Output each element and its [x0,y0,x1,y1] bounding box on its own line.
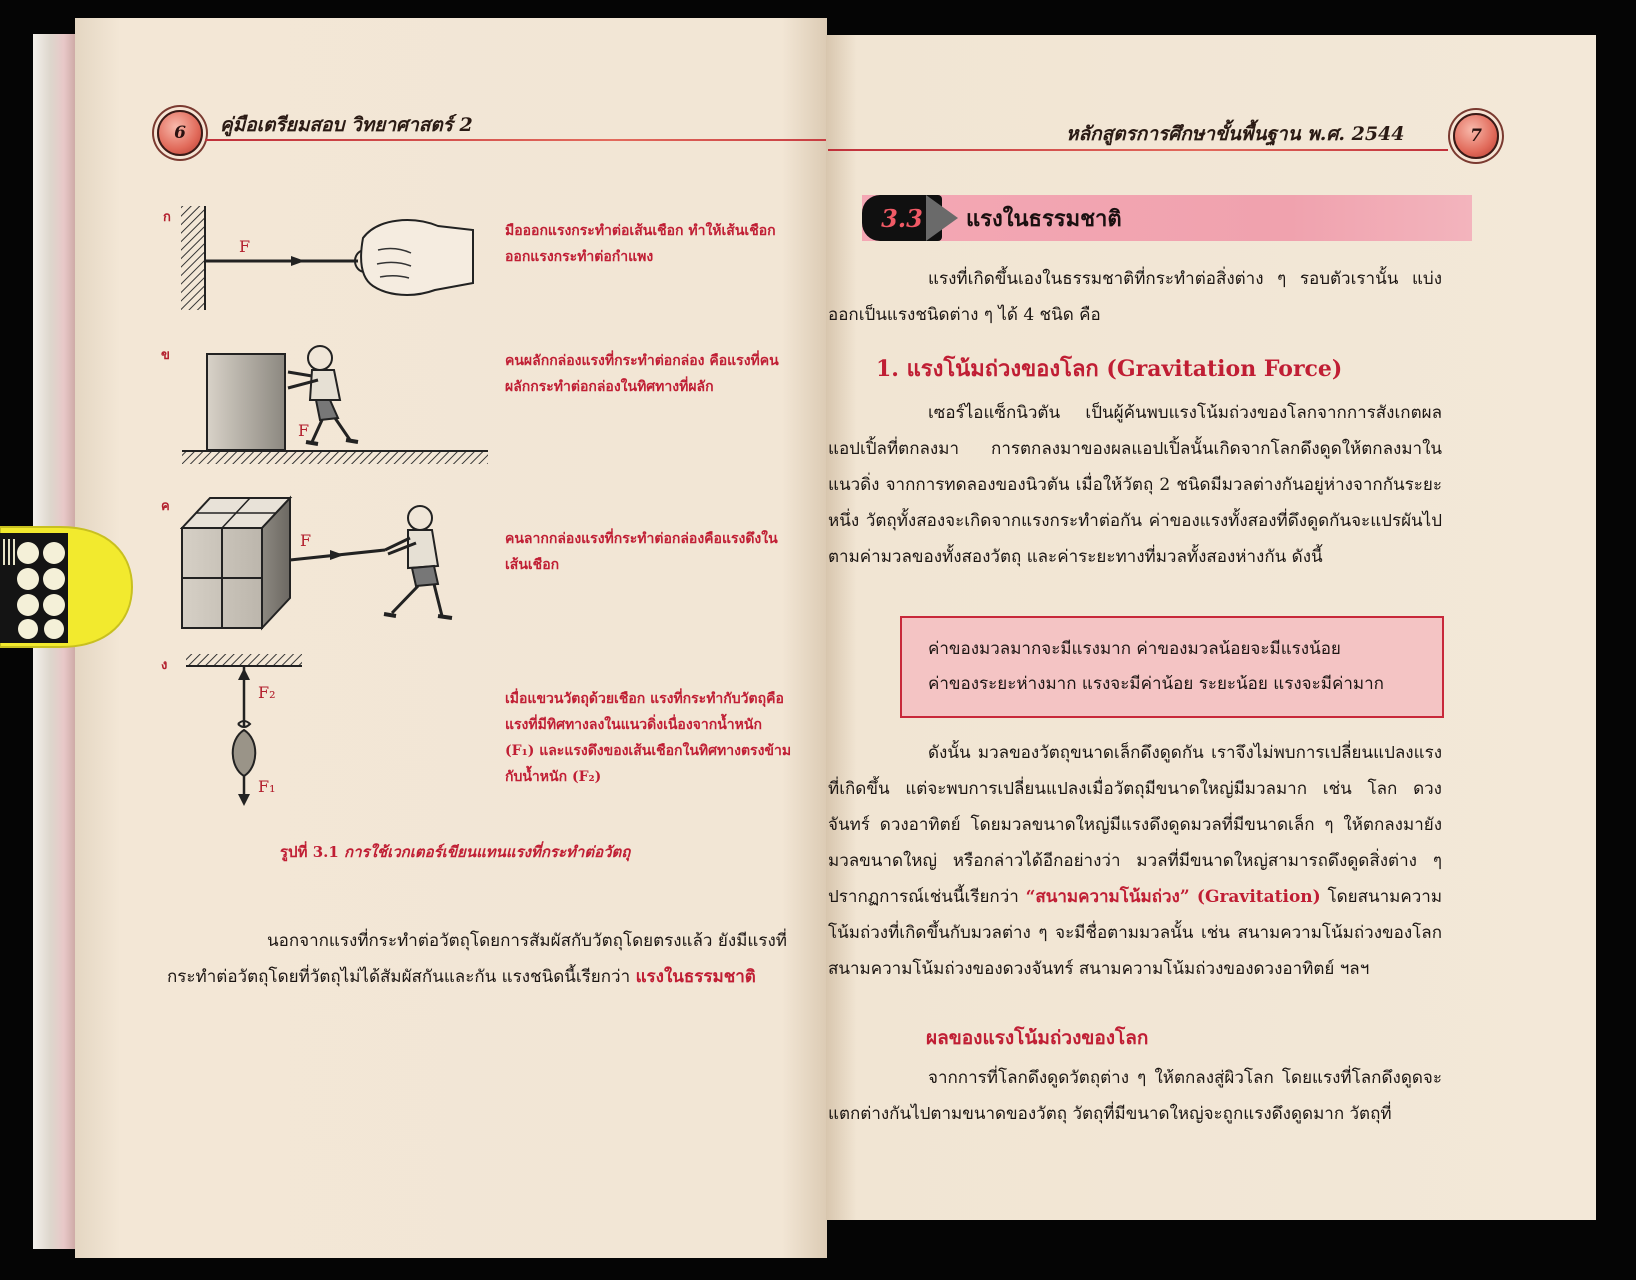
figure-c-caption: คนลากกล่องแรงที่กระทำต่อกล่องคือแรงดึงในเส้นเชือก [505,531,778,573]
hand-drawing [361,220,473,295]
boy-head-c [408,506,432,530]
subheading-gravitation: 1. แรงโน้มถ่วงของโลก (Gravitation Force) [876,356,1343,382]
figure-a-illustration [173,198,483,338]
figure-d-caption: เมื่อแขวนวัตถุด้วยเชือก แรงที่กระทำกับวัตถุคือแรงที่มีทิศทางลงในแนวดิ่งเนื่องจากน้ำหนัก (F₁) และแรงดึงของเส้นเชือกในทิศทางตรงข้ามกับน้ำหนัก (F₂) [505,691,792,785]
force-label-d-bottom: F₁ [258,777,276,796]
force-label-a: F [239,237,251,256]
intro-paragraph: แรงที่เกิดขึ้นเองในธรรมชาติที่กระทำต่อสิ่งต่าง ๆ รอบตัวเรานั้น แบ่งออกเป็นแรงชนิดต่าง ๆ ได้ 4 ชนิด คือ [828,269,1442,325]
figure-b-illustration [180,338,490,478]
paragraph-gravitation-text-a: ดังนั้น มวลของวัตถุขนาดเล็กดึงดูดกัน เราจึงไม่พบการเปลี่ยนแปลงแรงที่เกิดขึ้น แต่จะพบการเปลี่ยนแปลงเมื่อวัตถุมีขนาดใหญ่มีมวลมาก เช่น โลก ดวงจันทร์ ดวงอาทิตย์ โดยมวลขนาดใหญ่มีแรงดึงดูดมวลที่มีขนาดเล็ก ๆ ให้ตกลงมายังมวลขนาดใหญ่ หรือกล่าวได้อีกอย่างว่า มวลที่มีขนาดใหญ่สามารถดึงดูดสิ่งต่าง ๆ ปรากฏการณ์เช่นนี้เรียกว่า [828,743,1442,907]
left-page [75,18,827,1258]
right-header-rule [828,149,1448,151]
figure-c-illustration [180,488,490,648]
rule-box [900,616,1444,718]
figure-b-caption: คนผลักกล่องแรงที่กระทำต่อกล่อง คือแรงที่คนผลักกระทำต่อกล่องในทิศทางที่ผลัก [505,353,779,395]
figure-caption [280,840,630,864]
left-paragraph [167,923,787,995]
figure-a-letter: ก [163,210,171,225]
wall-hatch [181,206,205,310]
left-paragraph-text: นอกจากแรงที่กระทำต่อวัตถุโดยการสัมผัสกับวัตถุโดยตรงแล้ว ยังมีแรงที่กระทำต่อวัตถุโดยที่วัตถุไม่ได้สัมผัสกันและกัน แรงชนิดนี้เรียกว่า [167,931,787,987]
page-number-left: 6 [157,110,203,156]
force-label-d-top: F₂ [258,683,276,702]
hanging-bag [233,730,256,776]
boy-head-b [308,346,332,370]
figure-a-caption: มือออกแรงกระทำต่อเส้นเชือก ทำให้เส้นเชือกออกแรงกระทำต่อกำแพง [505,223,776,265]
figure-d-letter: ง [161,658,168,673]
figure-c-letter: ค [161,499,170,514]
right-header-title: หลักสูตรการศึกษาขั้นพื้นฐาน พ.ศ. 2544 [1066,123,1405,145]
right-page [826,35,1596,1220]
left-paragraph-highlight: แรงในธรรมชาติ [635,967,756,987]
rule-box-line-1: ค่าของมวลมากจะมีแรงมาก ค่าของมวลน้อยจะมีแรงน้อย [928,639,1341,659]
subheading-effects: ผลของแรงโน้มถ่วงของโลก [926,1027,1149,1049]
paragraph-gravitation-field [828,735,1442,987]
figure-b-letter: ข [161,348,170,363]
pushed-box [207,354,285,450]
left-header-title: คู่มือเตรียมสอบ วิทยาศาสตร์ 2 [220,114,473,136]
left-header-rule [205,139,827,141]
page-number-right: 7 [1453,113,1499,159]
paragraph-gravitation-text-b: โดยสนามความโน้มถ่วงที่เกิดขึ้นกับมวลต่าง ๆ จะมีชื่อตามมวลนั้น เช่น สนามความโน้มถ่วงของโลก สนามความโน้มถ่วงของดวงจันทร์ สนามความโน้มถ่วงของดวงอาทิตย์ ฯลฯ [828,887,1443,979]
page-clip [0,515,135,665]
section-arrow-icon [926,195,958,241]
paragraph-newton: เซอร์ไอแซ็กนิวตัน เป็นผู้ค้นพบแรงโน้มถ่วงของโลกจากการสังเกตผลแอปเปิ้ลที่ตกลงมา การตกลงมาของผลแอปเปิ้ลนั้นเกิดจากโลกดึงดูดให้ตกลงมาในแนวดิ่ง จากการทดลองของนิวตัน เมื่อให้วัตถุ 2 ชนิดมีมวลต่างกันอยู่ห่างจากกันระยะหนึ่ง วัตถุทั้งสองจะเกิดจากแรงกระทำต่อกัน ค่าของแรงทั้งสองที่ดึงดูดกันจะแปรผันไปตามค่ามวลของทั้งสองวัตถุ และค่าระยะทางที่มวลทั้งสองห่างกัน ดังนี้ [828,403,1442,567]
force-label-c: F [300,531,312,550]
rule-box-line-2: ค่าของระยะห่างมาก แรงจะมีค่าน้อย ระยะน้อย แรงจะมีค่ามาก [928,674,1384,694]
figure-d-illustration [180,648,380,828]
paragraph-gravitation-highlight: “สนามความโน้มถ่วง” (Gravitation) [1025,887,1321,907]
figure-caption-text: การใช้เวกเตอร์เขียนแทนแรงที่กระทำต่อวัตถุ [344,843,631,861]
paragraph-effects: จากการที่โลกดึงดูดวัตถุต่าง ๆ ให้ตกลงสู่ผิวโลก โดยแรงที่โลกดึงดูดจะแตกต่างกันไปตามขนาดของวัตถุ วัตถุที่มีขนาดใหญ่จะถูกแรงดึงดูดมาก วัตถุที่ [828,1068,1442,1124]
force-label-b: F [298,421,310,440]
section-title: แรงในธรรมชาติ [966,206,1122,232]
force-arrow-a [291,256,305,266]
figure-caption-label: รูปที่ 3.1 [280,843,339,861]
section-number: 3.3 [881,203,923,233]
